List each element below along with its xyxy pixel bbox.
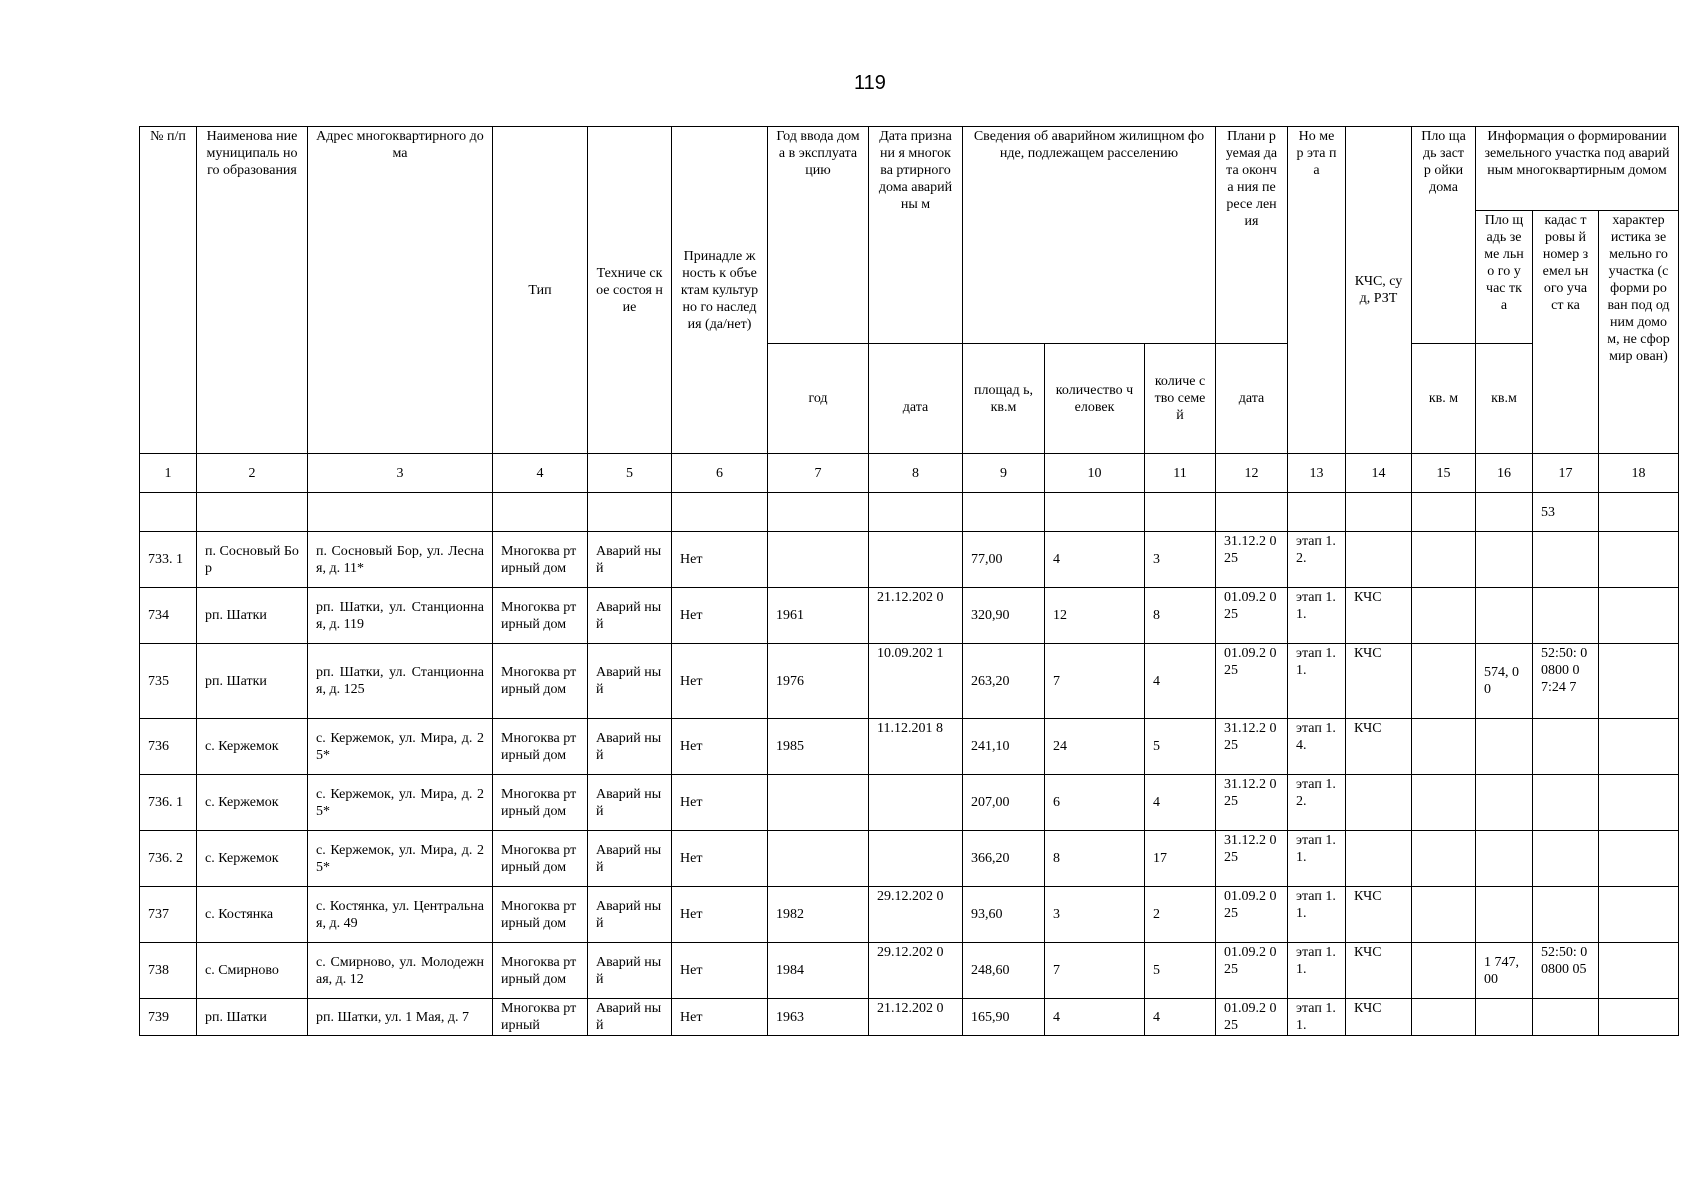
row-number: 736. 2	[140, 831, 197, 887]
header-people: количество человек	[1045, 344, 1145, 454]
row-area: 93,60	[963, 887, 1045, 943]
row-number: 739	[140, 999, 197, 1036]
row-plan-date: 31.12.2 025	[1216, 775, 1288, 831]
row-land-area	[1476, 532, 1533, 588]
column-number: 5	[588, 454, 672, 493]
table-row	[140, 999, 1679, 1036]
row-type: Многоква ртирный дом	[493, 887, 588, 943]
row-municipality: рп. Шатки	[197, 588, 308, 644]
row-kchs: КЧС	[1346, 999, 1412, 1036]
row-people: 7	[1045, 644, 1145, 719]
row-families: 8	[1145, 588, 1216, 644]
row-year	[768, 775, 869, 831]
row-people: 24	[1045, 719, 1145, 775]
header-municipality: Наименова ние муниципаль ного образования	[197, 127, 308, 454]
column-number: 13	[1288, 454, 1346, 493]
row-land-area	[1476, 719, 1533, 775]
row-date	[869, 775, 963, 831]
row-date: 21.12.202 0	[869, 999, 963, 1036]
row-stage: этап 1.1.	[1288, 943, 1346, 999]
row-year: 1963	[768, 999, 869, 1036]
row-type: Многоква ртирный дом	[493, 588, 588, 644]
row-cadastral	[1533, 999, 1599, 1036]
row-type: Многоква ртирный дом	[493, 532, 588, 588]
row-stage: этап 1.2.	[1288, 532, 1346, 588]
row-address: п. Сосновый Бор, ул. Лесная, д. 11*	[308, 532, 493, 588]
row-area: 241,10	[963, 719, 1045, 775]
row-state: Аварий ный	[588, 775, 672, 831]
row-address: рп. Шатки, ул. Станционная, д. 125	[308, 644, 493, 719]
row-building-area	[1412, 943, 1476, 999]
row-plan-date: 01.09.2 025	[1216, 588, 1288, 644]
header-land-info: Информация о формировании земельного участка под аварийным многоквартирным домом	[1476, 127, 1679, 211]
table-row	[140, 719, 1679, 775]
row-plan-date: 31.12.2 025	[1216, 719, 1288, 775]
row-number: 734	[140, 588, 197, 644]
header-type: Тип	[493, 127, 588, 454]
row-state: Аварий ный	[588, 719, 672, 775]
row-land-area	[1476, 999, 1533, 1036]
row-area: 248,60	[963, 943, 1045, 999]
row-families: 4	[1145, 999, 1216, 1036]
column-number: 1	[140, 454, 197, 493]
row-building-area	[1412, 831, 1476, 887]
row-type: Многоква ртирный дом	[493, 943, 588, 999]
column-number: 8	[869, 454, 963, 493]
row-area: 320,90	[963, 588, 1045, 644]
row-kchs: КЧС	[1346, 887, 1412, 943]
row-plan-date: 01.09.2 025	[1216, 887, 1288, 943]
header-year-sub: год	[768, 344, 869, 454]
row-kchs	[1346, 775, 1412, 831]
row-number: 736	[140, 719, 197, 775]
row-state: Аварий ный	[588, 887, 672, 943]
column-number: 4	[493, 454, 588, 493]
row-kchs: КЧС	[1346, 943, 1412, 999]
row-land-area	[1476, 775, 1533, 831]
row-heritage: Нет	[672, 831, 768, 887]
row-heritage: Нет	[672, 588, 768, 644]
row-address: рп. Шатки, ул. 1 Мая, д. 7	[308, 999, 493, 1036]
row-kchs: КЧС	[1346, 644, 1412, 719]
row-address: с. Кержемок, ул. Мира, д. 25*	[308, 775, 493, 831]
row-building-area	[1412, 588, 1476, 644]
row-number: 736. 1	[140, 775, 197, 831]
column-number-row	[140, 454, 1679, 493]
row-building-area	[1412, 532, 1476, 588]
row-families: 4	[1145, 775, 1216, 831]
row-type: Многоква ртирный дом	[493, 831, 588, 887]
row-land-char	[1599, 943, 1679, 999]
row-heritage: Нет	[672, 775, 768, 831]
row-year: 1985	[768, 719, 869, 775]
header-building-area: Пло щадь застр ойки дома	[1412, 127, 1476, 344]
emergency-housing-table	[139, 126, 1679, 1036]
row-land-char	[1599, 831, 1679, 887]
row-plan-date: 01.09.2 025	[1216, 644, 1288, 719]
row-land-area	[1476, 887, 1533, 943]
row-people: 12	[1045, 588, 1145, 644]
row-people: 7	[1045, 943, 1145, 999]
row-address: с. Смирново, ул. Молодежная, д. 12	[308, 943, 493, 999]
row-area: 366,20	[963, 831, 1045, 887]
table-row	[140, 644, 1679, 719]
row-people: 3	[1045, 887, 1145, 943]
column-number: 9	[963, 454, 1045, 493]
column-number: 2	[197, 454, 308, 493]
row-land-area	[1476, 588, 1533, 644]
row-plan-date: 01.09.2 025	[1216, 999, 1288, 1036]
row-families: 3	[1145, 532, 1216, 588]
row-cadastral	[1533, 719, 1599, 775]
row-building-area	[1412, 644, 1476, 719]
row-land-area	[1476, 831, 1533, 887]
row-cadastral	[1533, 887, 1599, 943]
header-families: количе ство семей	[1145, 344, 1216, 454]
row-year: 1961	[768, 588, 869, 644]
row-municipality: рп. Шатки	[197, 644, 308, 719]
column-number: 15	[1412, 454, 1476, 493]
header-date-sub: дата	[869, 344, 963, 454]
row-state: Аварий ный	[588, 999, 672, 1036]
row-stage: этап 1.1.	[1288, 831, 1346, 887]
row-heritage: Нет	[672, 943, 768, 999]
row-land-char	[1599, 588, 1679, 644]
header-tech-state: Техниче ское состоя ние	[588, 127, 672, 454]
header-year: Год ввода дома в эксплуата цию	[768, 127, 869, 344]
column-number: 11	[1145, 454, 1216, 493]
header-plan-date-sub: дата	[1216, 344, 1288, 454]
blank-row-cell: 53	[1533, 493, 1599, 532]
row-address: с. Кержемок, ул. Мира, д. 25*	[308, 831, 493, 887]
row-land-area: 574, 00	[1476, 644, 1533, 719]
header-planned-date: Плани руемая дата оконча ния пересе ления	[1216, 127, 1288, 344]
row-number: 738	[140, 943, 197, 999]
row-land-area: 1 747, 00	[1476, 943, 1533, 999]
row-heritage: Нет	[672, 999, 768, 1036]
table-row	[140, 775, 1679, 831]
header-heritage: Принадле жность к объектам культурно го наследия (да/нет)	[672, 127, 768, 454]
header-land-char: характер истика земельно го участка (сформи рован под одним домом, не сформир ован)	[1599, 211, 1679, 454]
header-recognition-date: Дата признани я многоква ртирного дома аварийны м	[869, 127, 963, 344]
row-families: 4	[1145, 644, 1216, 719]
row-land-char	[1599, 887, 1679, 943]
column-number: 7	[768, 454, 869, 493]
row-area: 165,90	[963, 999, 1045, 1036]
row-building-area	[1412, 887, 1476, 943]
row-kchs: КЧС	[1346, 588, 1412, 644]
column-number: 18	[1599, 454, 1679, 493]
row-year: 1984	[768, 943, 869, 999]
column-number: 12	[1216, 454, 1288, 493]
table-row	[140, 532, 1679, 588]
row-address: рп. Шатки, ул. Станционная, д. 119	[308, 588, 493, 644]
row-state: Аварий ный	[588, 588, 672, 644]
table-row	[140, 831, 1679, 887]
row-date: 11.12.201 8	[869, 719, 963, 775]
row-area: 263,20	[963, 644, 1045, 719]
row-cadastral	[1533, 588, 1599, 644]
row-municipality: с. Кержемок	[197, 831, 308, 887]
table-row	[140, 887, 1679, 943]
row-date: 21.12.202 0	[869, 588, 963, 644]
row-heritage: Нет	[672, 532, 768, 588]
row-type: Многоква ртирный	[493, 999, 588, 1036]
row-area: 207,00	[963, 775, 1045, 831]
row-land-char	[1599, 999, 1679, 1036]
row-date	[869, 532, 963, 588]
row-type: Многоква ртирный дом	[493, 775, 588, 831]
row-state: Аварий ный	[588, 532, 672, 588]
row-heritage: Нет	[672, 644, 768, 719]
row-people: 8	[1045, 831, 1145, 887]
column-number: 17	[1533, 454, 1599, 493]
row-municipality: с. Смирново	[197, 943, 308, 999]
row-date	[869, 831, 963, 887]
column-number: 3	[308, 454, 493, 493]
header-area: площад ь, кв.м	[963, 344, 1045, 454]
row-date: 29.12.202 0	[869, 887, 963, 943]
row-land-char	[1599, 532, 1679, 588]
row-building-area	[1412, 775, 1476, 831]
row-plan-date: 31.12.2 025	[1216, 831, 1288, 887]
row-year: 1976	[768, 644, 869, 719]
column-number: 14	[1346, 454, 1412, 493]
table-row	[140, 588, 1679, 644]
row-heritage: Нет	[672, 887, 768, 943]
row-land-char	[1599, 644, 1679, 719]
row-address: с. Костянка, ул. Центральная, д. 49	[308, 887, 493, 943]
header-cadastral: кадас тровы й номер земел ьного участ ка	[1533, 211, 1599, 454]
row-families: 5	[1145, 719, 1216, 775]
column-number: 10	[1045, 454, 1145, 493]
row-plan-date: 31.12.2 025	[1216, 532, 1288, 588]
row-families: 17	[1145, 831, 1216, 887]
table-row	[140, 943, 1679, 999]
row-state: Аварий ный	[588, 644, 672, 719]
row-plan-date: 01.09.2 025	[1216, 943, 1288, 999]
row-people: 4	[1045, 532, 1145, 588]
row-state: Аварий ный	[588, 831, 672, 887]
row-stage: этап 1.1.	[1288, 887, 1346, 943]
row-land-char	[1599, 775, 1679, 831]
row-land-char	[1599, 719, 1679, 775]
blank-row	[140, 493, 1679, 532]
row-cadastral	[1533, 831, 1599, 887]
row-municipality: с. Кержемок	[197, 775, 308, 831]
row-year	[768, 532, 869, 588]
row-families: 2	[1145, 887, 1216, 943]
row-stage: этап 1.1.	[1288, 999, 1346, 1036]
header-emergency-fund: Сведения об аварийном жилищном фонде, подлежащем расселению	[963, 127, 1216, 344]
row-cadastral	[1533, 532, 1599, 588]
header-address: Адрес многоквартирного дома	[308, 127, 493, 454]
row-number: 733. 1	[140, 532, 197, 588]
row-type: Многоква ртирный дом	[493, 644, 588, 719]
column-number: 6	[672, 454, 768, 493]
row-cadastral: 52:50: 00800 07:24 7	[1533, 644, 1599, 719]
row-cadastral	[1533, 775, 1599, 831]
row-date: 29.12.202 0	[869, 943, 963, 999]
row-state: Аварий ный	[588, 943, 672, 999]
header-land-unit: кв.м	[1476, 344, 1533, 454]
row-kchs: КЧС	[1346, 719, 1412, 775]
row-people: 6	[1045, 775, 1145, 831]
row-building-area	[1412, 999, 1476, 1036]
row-cadastral: 52:50: 00800 05	[1533, 943, 1599, 999]
row-kchs	[1346, 532, 1412, 588]
row-number: 735	[140, 644, 197, 719]
row-people: 4	[1045, 999, 1145, 1036]
row-year: 1982	[768, 887, 869, 943]
header-kchs: КЧС, суд, РЗТ	[1346, 127, 1412, 454]
row-stage: этап 1.4.	[1288, 719, 1346, 775]
row-area: 77,00	[963, 532, 1045, 588]
row-families: 5	[1145, 943, 1216, 999]
header-stage: Но мер эта па	[1288, 127, 1346, 454]
row-stage: этап 1.2.	[1288, 775, 1346, 831]
row-stage: этап 1.1.	[1288, 644, 1346, 719]
row-year	[768, 831, 869, 887]
row-stage: этап 1.1.	[1288, 588, 1346, 644]
header-building-unit: кв. м	[1412, 344, 1476, 454]
page-number: 119	[854, 72, 886, 94]
row-date: 10.09.202 1	[869, 644, 963, 719]
row-municipality: с. Кержемок	[197, 719, 308, 775]
row-number: 737	[140, 887, 197, 943]
row-building-area	[1412, 719, 1476, 775]
row-kchs	[1346, 831, 1412, 887]
row-municipality: рп. Шатки	[197, 999, 308, 1036]
header-land-area: Пло щадь земе льно го учас тка	[1476, 211, 1533, 344]
row-municipality: с. Костянка	[197, 887, 308, 943]
row-heritage: Нет	[672, 719, 768, 775]
row-type: Многоква ртирный дом	[493, 719, 588, 775]
column-number: 16	[1476, 454, 1533, 493]
header-number: № п/п	[140, 127, 197, 454]
row-municipality: п. Сосновый Бор	[197, 532, 308, 588]
row-address: с. Кержемок, ул. Мира, д. 25*	[308, 719, 493, 775]
